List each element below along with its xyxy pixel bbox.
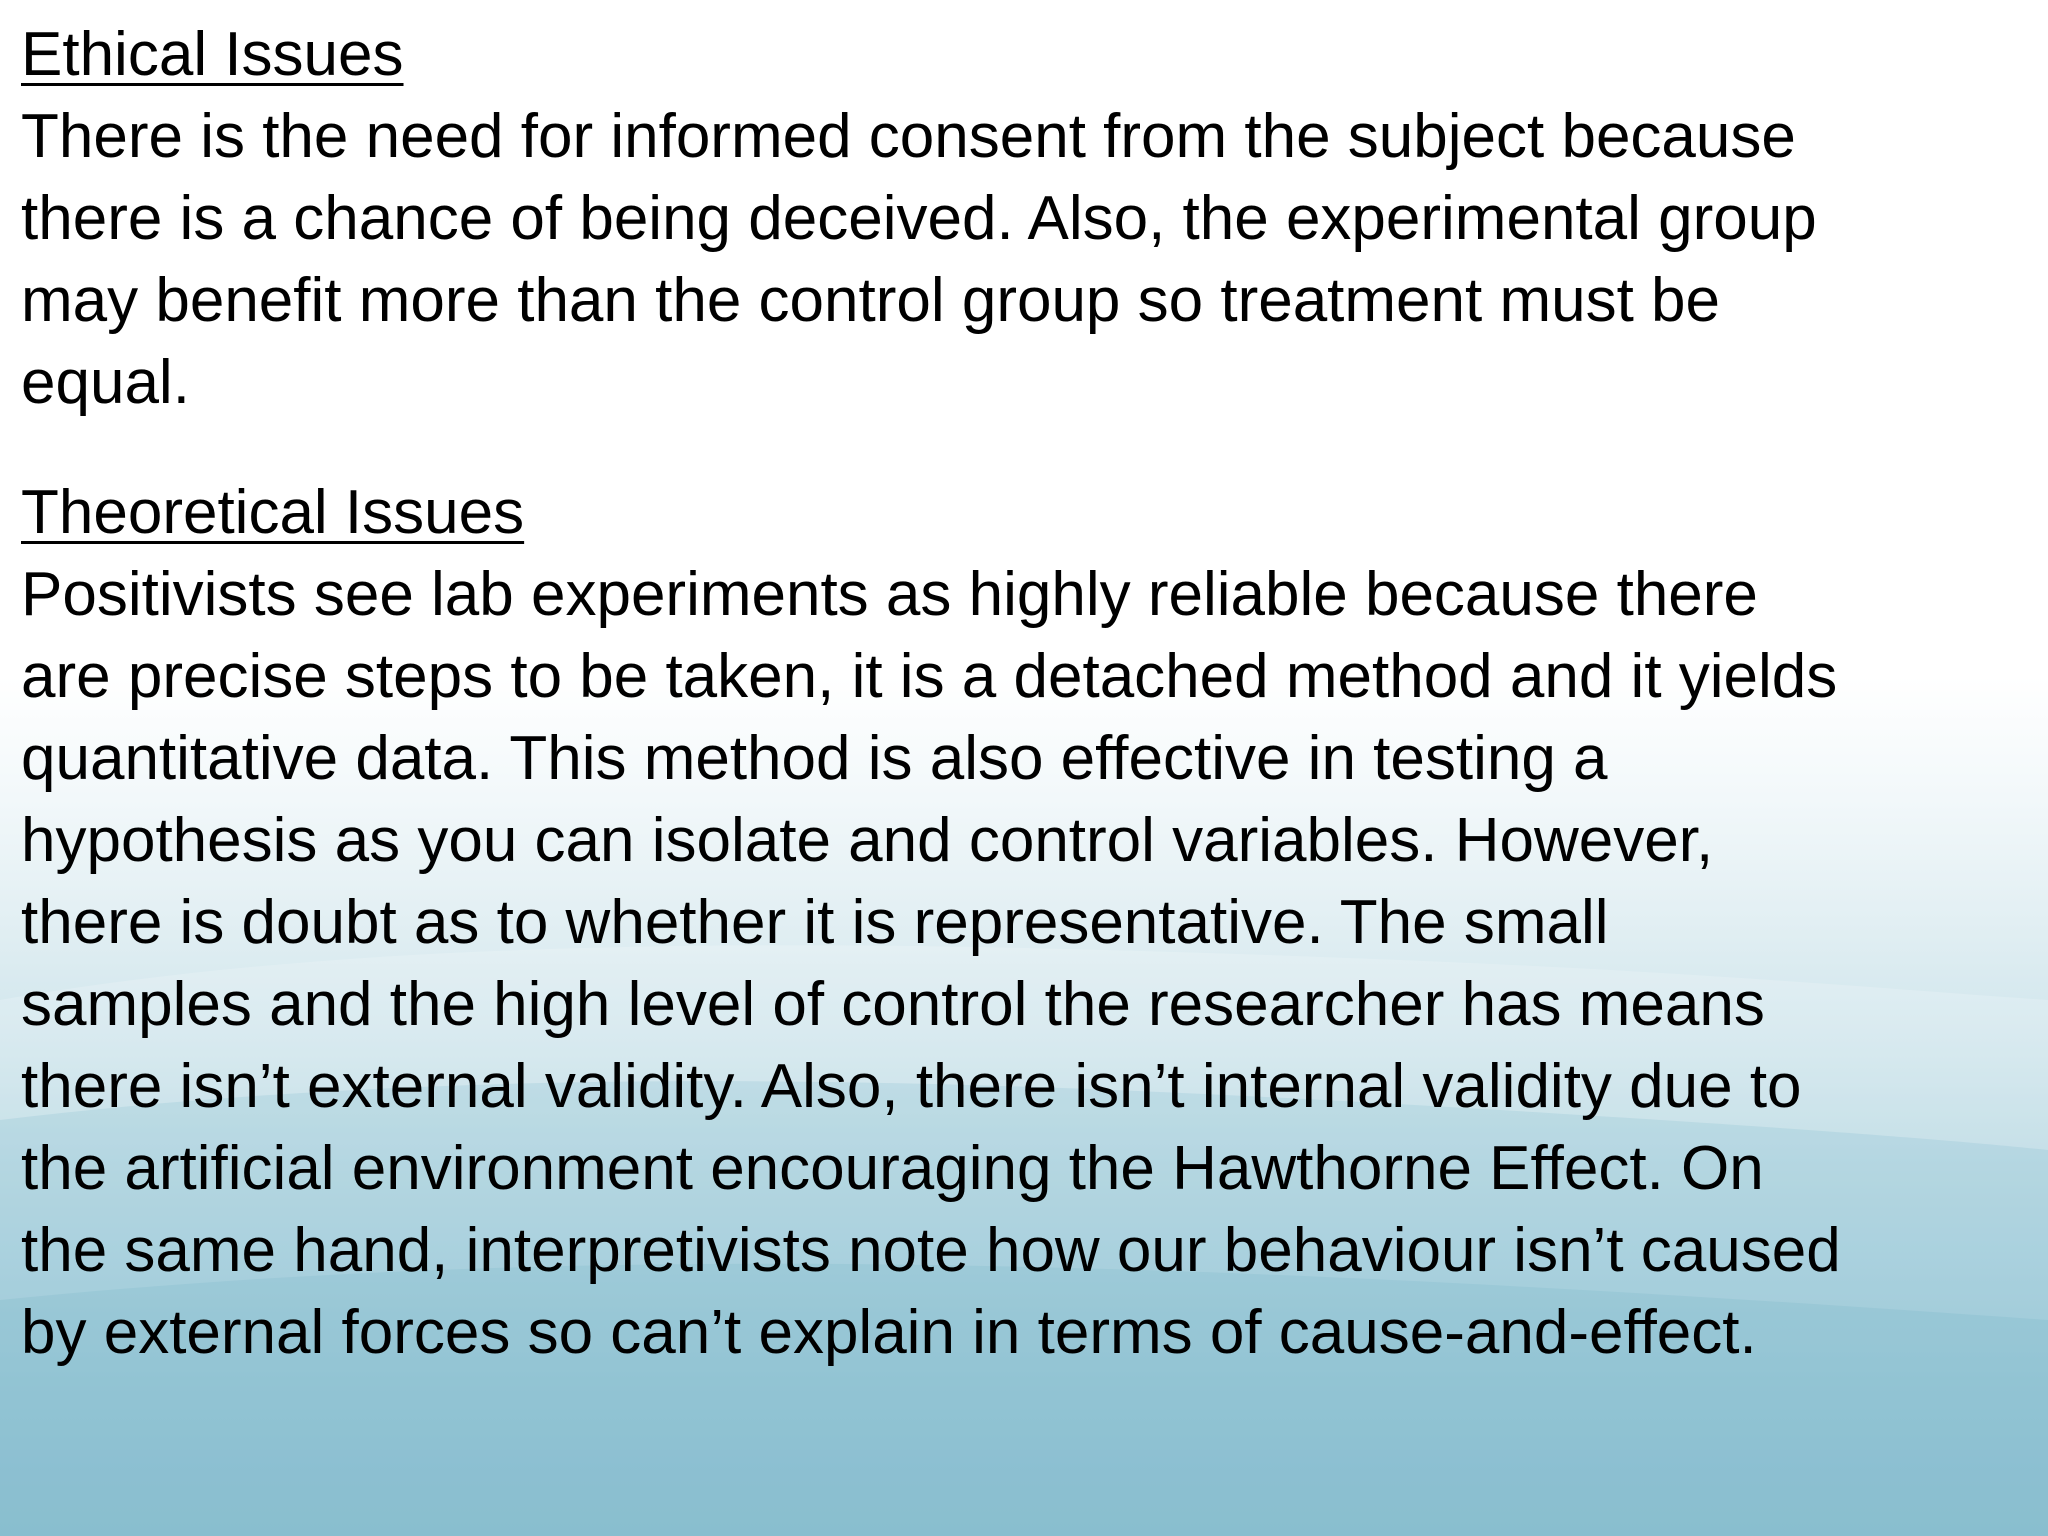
text-line: hypothesis as you can isolate and control variables. However,: [21, 806, 1714, 875]
text-line: Positivists see lab experiments as highly reliable because there: [21, 560, 1758, 629]
section-theoretical-issues: [21, 472, 2036, 1374]
text-line: there isn’t external validity. Also, there isn’t internal validity due to: [21, 1052, 1802, 1121]
text-line: equal.: [21, 348, 190, 417]
text-line: samples and the high level of control the researcher has means: [21, 970, 1765, 1039]
section-ethical-issues: [21, 14, 2036, 424]
text-line: the same hand, interpretivists note how our behaviour isn’t caused: [21, 1216, 1841, 1285]
text-line: there is a chance of being deceived. Also, the experimental group: [21, 184, 1817, 253]
text-line: by external forces so can’t explain in terms of cause-and-effect.: [21, 1298, 1757, 1367]
text-line: There is the need for informed consent from the subject because: [21, 102, 1796, 171]
text-line: the artificial environment encouraging the Hawthorne Effect. On: [21, 1134, 1764, 1203]
section-body: [21, 554, 2036, 1374]
slide-content: [21, 14, 2036, 1374]
section-heading: Ethical Issues: [21, 20, 404, 89]
text-line: quantitative data. This method is also effective in testing a: [21, 724, 1608, 793]
text-line: are precise steps to be taken, it is a detached method and it yields: [21, 642, 1838, 711]
text-line: there is doubt as to whether it is representative. The small: [21, 888, 1609, 957]
section-body: [21, 96, 2036, 424]
text-line: may benefit more than the control group so treatment must be: [21, 266, 1721, 335]
section-heading: Theoretical Issues: [21, 478, 525, 547]
